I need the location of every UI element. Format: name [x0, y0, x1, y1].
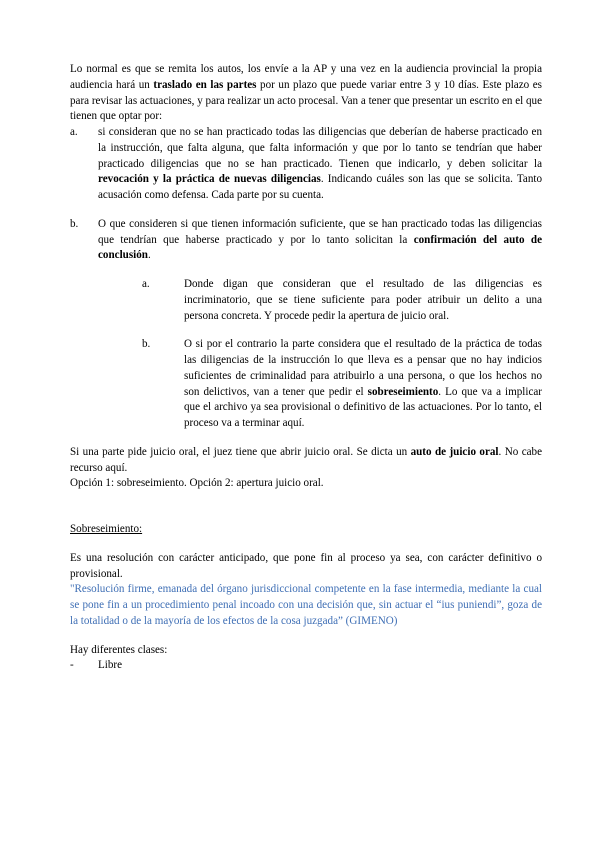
intro-bold-traslado: traslado en las partes: [153, 78, 257, 91]
item-a-bold-revocacion: revocación y la práctica de nuevas diligencias: [98, 173, 321, 186]
juicio-oral-part1: Si una parte pide juicio oral, el juez tiene que abrir juicio oral. Se dicta un: [70, 445, 411, 458]
options-list: [70, 125, 542, 432]
clases-list: [70, 658, 542, 674]
blockquote-gimeno: "Resolución firme, emanada del órgano jurisdiccional competente en la fase intermedia, mediante la cual se pone fin a un procedimiento penal incoado con una decisión que, sin actuar el “ius puniendi”, goza de la totalidad o de la mayoría de los efectos de la cosa juzgada” (GIMENO): [70, 583, 542, 627]
item-b-b-part2: . Lo que va a implicar que el archivo ya sea provisional o definitivo de las actuaciones. Por lo tanto, el proceso va a terminar aquí.: [184, 385, 543, 429]
paragraph-definicion: Es una resolución con carácter anticipado, que pone fin al proceso ya sea, con carácter definitivo o provisional.: [70, 551, 542, 580]
item-b-part1: O que consideren si que tienen información suficiente, que se han practicado todas las diligencias que tendrían que haberse practicado y por lo tanto solicitan la: [98, 217, 542, 246]
list-item-a: [70, 125, 542, 204]
list-item-b: [70, 217, 542, 264]
paragraph-intro: [70, 62, 542, 125]
list-item-b-a: [142, 277, 542, 324]
item-b-bold-confirmacion: confirmación del auto de conclusión: [98, 233, 543, 262]
list-item-libre-body: Libre: [98, 659, 123, 672]
list-item-b-body: [98, 217, 542, 264]
list-marker-b-b: b.: [142, 338, 151, 351]
list-marker-b: b.: [70, 217, 79, 230]
juicio-oral-part2: . No cabe recurso aquí.: [70, 445, 543, 474]
intro-text-part2: por un plazo que puede variar entre 3 y 10 días. Este plazo es para revisar las actuaciones, y para realizar un acto procesal. Van a tener que presentar un escrito en el que tienen que optar por:: [70, 78, 542, 123]
list-marker-dash: -: [70, 659, 74, 672]
list-item-b-b: [142, 337, 542, 432]
list-item-a-body: [98, 125, 542, 204]
heading-sobreseimiento: [70, 522, 542, 538]
section-spacer: [70, 492, 542, 522]
list-item-libre: [70, 658, 542, 674]
list-marker-b-a: a.: [142, 278, 150, 290]
item-a-part2: . Indicando cuáles son las que se solicita. Tanto acusación como defensa. Cada parte por su cuenta.: [98, 173, 542, 201]
paragraph-clases-intro: Hay diferentes clases:: [70, 643, 168, 656]
intro-text-part1: Lo normal es que se remita los autos, los envíe a la AP y una vez en la audiencia provincial la propia audiencia hará un: [70, 63, 542, 91]
list-item-b-b-body: [184, 337, 542, 432]
list-marker-a: a.: [70, 126, 78, 138]
heading-sobreseimiento-text: Sobreseimiento:: [70, 523, 143, 535]
paragraph-opciones: Opción 1: sobreseimiento. Opción 2: apertura juicio oral.: [70, 477, 324, 490]
item-a-part1: si consideran que no se han practicado todas las diligencias que deberían de haberse practicado en la instrucción, que falta alguna, que falta información y que por lo tanto se tendrían que haber practicado diligencias que no se han practicado. Tienen que indicarlo, y deben solicitar la: [98, 126, 542, 170]
juicio-oral-bold-auto: auto de juicio oral: [410, 445, 499, 458]
item-b-b-bold-sobreseimiento: sobreseimiento: [367, 385, 439, 398]
item-b-part2: .: [147, 249, 151, 262]
item-b-b-part1: O si por el contrario la parte considera que el resultado de la práctica de todas las diligencias de la instrucción lo que lleva es a pensar que no hay indicios suficientes de criminalidad para atribuirlo a una persona, o que los hechos no son delictivos, van a tener que pedir el: [184, 338, 542, 398]
paragraph-juicio-oral: [70, 445, 542, 477]
list-item-b-a-body: Donde digan que consideran que el resultado de las diligencias es incriminatorio, que se tiene suficiente para poder atribuir un delito a una persona concreta. Y procede pedir la apertura de juicio oral.: [184, 278, 542, 322]
